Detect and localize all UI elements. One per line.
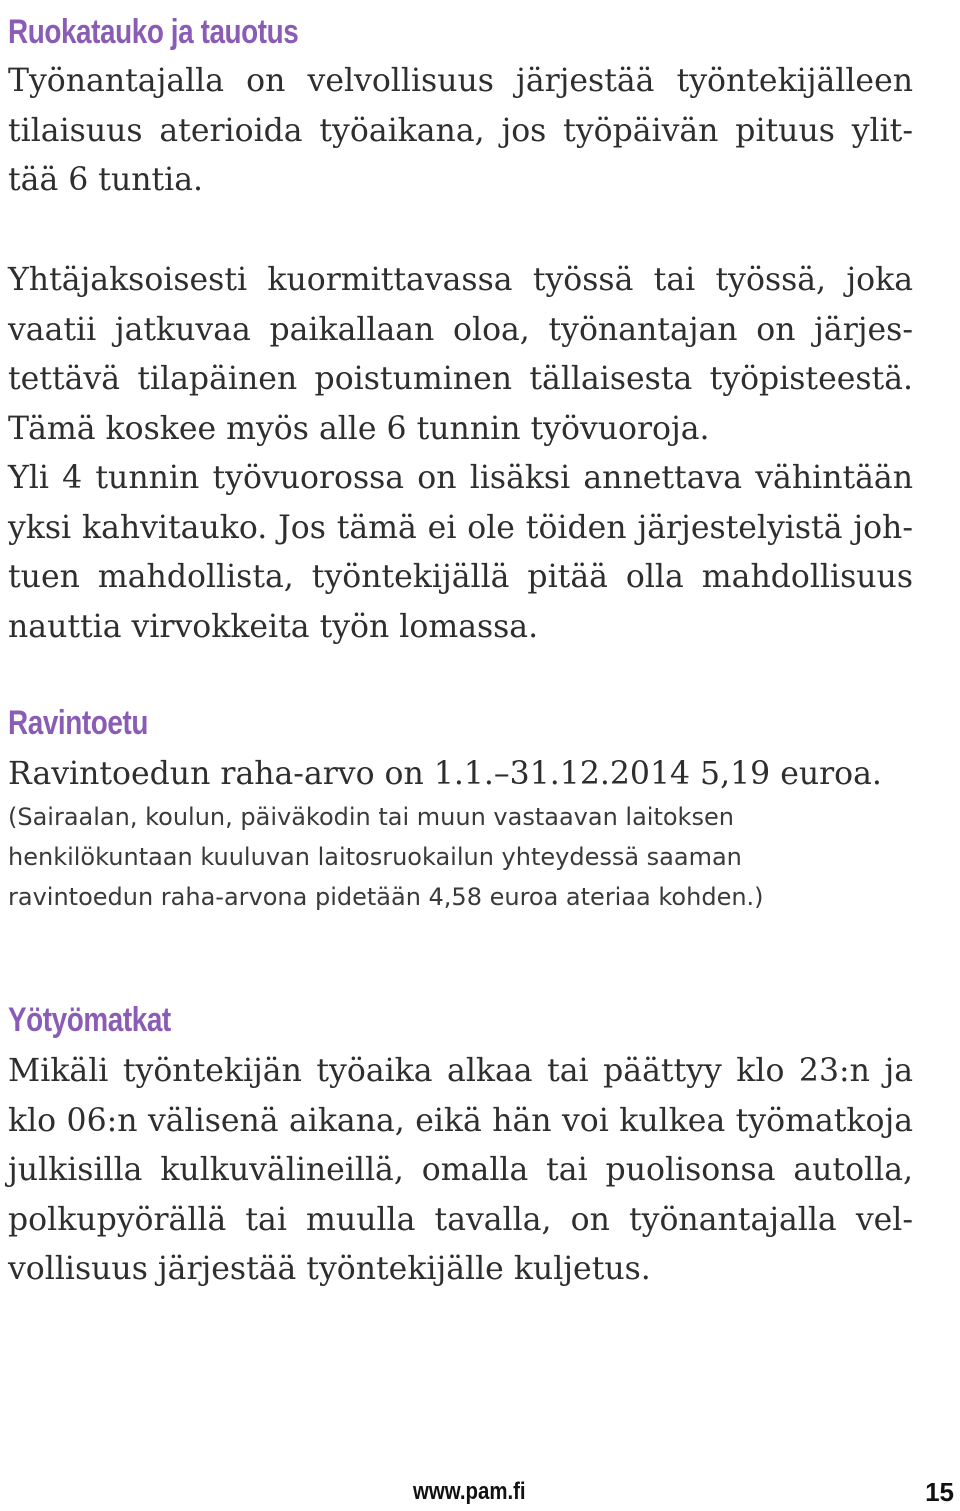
text-line: Ravintoedun raha-arvo on 1.1.–31.12.2014 5,19 euroa.: [8, 756, 882, 792]
paragraph-ruokatauko-2: [8, 256, 913, 652]
text-line: Työnantajalla on velvollisuus järjestää työntekijälleen: [8, 63, 913, 99]
paragraph-ruokatauko-1: [8, 57, 913, 206]
text-line: tuen mahdollista, työntekijällä pitää olla mahdollisuus: [8, 559, 913, 595]
text-line: vollisuus järjestää työntekijälle kuljetus.: [8, 1251, 651, 1287]
footer-url-link[interactable]: www.pam.fi: [413, 1478, 526, 1505]
text-line: yksi kahvitauko. Jos tämä ei ole töiden järjestelyistä joh-: [8, 509, 913, 546]
paragraph-yotyomatkat: [8, 1047, 913, 1295]
text-line: tettävä tilapäinen poistuminen tällaisesta työpisteestä.: [8, 361, 913, 397]
paragraph-ravintoetu-note: [8, 797, 764, 917]
text-line: Yli 4 tunnin työvuorossa on lisäksi annettava vähintään: [8, 460, 913, 496]
text-line: nauttia virvokkeita työn lomassa.: [8, 608, 539, 645]
text-line: (Sairaalan, koulun, päiväkodin tai muun vastaavan laitoksen: [8, 803, 734, 831]
text-line: henkilökuntaan kuuluvan laitosruokailun yhteydessä saaman: [8, 843, 742, 871]
heading-ruokatauko: Ruokatauko ja tauotus: [8, 13, 299, 51]
text-line: vaatii jatkuvaa paikallaan oloa, työnantajan on järjes-: [8, 311, 913, 348]
heading-yotyomatkat: Yötyömatkat: [8, 1001, 171, 1039]
text-line: polkupyörällä tai muulla tavalla, on työnantajalla vel-: [8, 1201, 913, 1238]
text-line: ravintoedun raha-arvona pidetään 4,58 euroa ateriaa kohden.): [8, 883, 764, 911]
text-line: Yhtäjaksoisesti kuormittavassa työssä tai työssä, joka: [8, 262, 913, 298]
paragraph-ravintoetu-main: [8, 750, 913, 800]
heading-ravintoetu: Ravintoetu: [8, 704, 148, 742]
text-line: tää 6 tuntia.: [8, 162, 204, 198]
text-line: Mikäli työntekijän työaika alkaa tai päättyy klo 23:n ja: [8, 1053, 913, 1089]
text-line: tilaisuus aterioida työaikana, jos työpäivän pituus ylit-: [8, 112, 913, 149]
text-line: Tämä koskee myös alle 6 tunnin työvuoroja.: [8, 410, 710, 447]
text-line: klo 06:n välisenä aikana, eikä hän voi kulkea työmatkoja: [8, 1102, 913, 1139]
page-number: 15: [925, 1477, 954, 1507]
text-line: julkisilla kulkuvälineillä, omalla tai puolisonsa autolla,: [8, 1152, 913, 1188]
